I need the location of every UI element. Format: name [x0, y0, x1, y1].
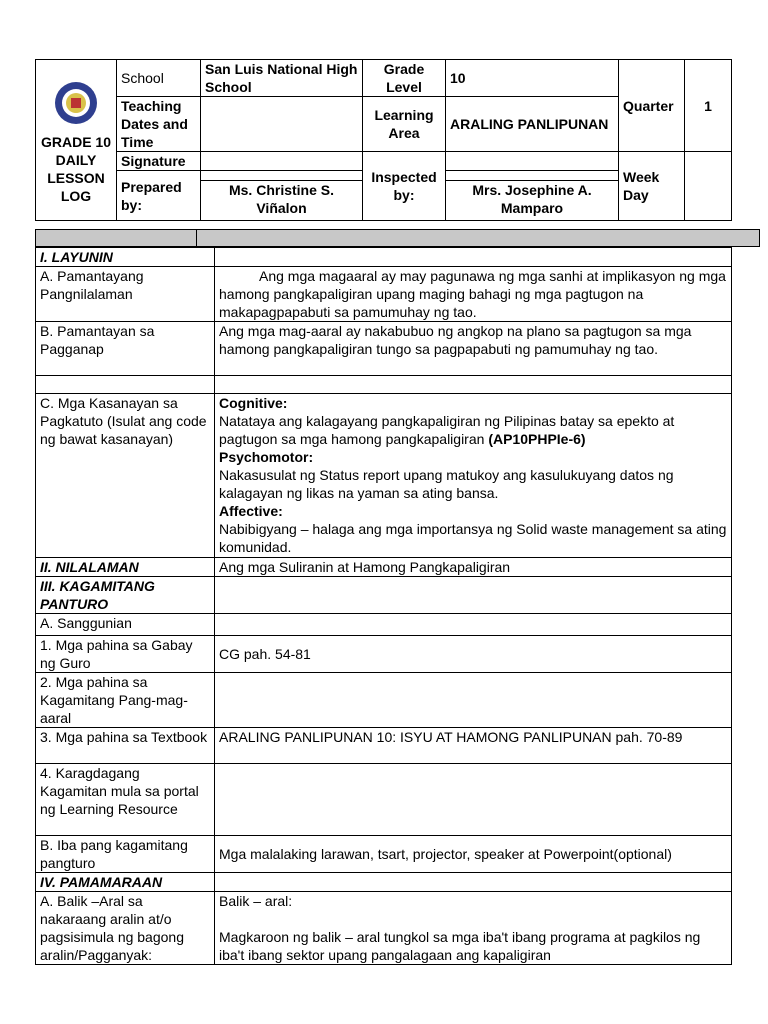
psychomotor-text: Nakasusulat ng Status report upang matukoy ang kasulukuyang datos ng kalagayan ng likas na yaman sa ating bansa. — [219, 467, 674, 501]
pagganap-label: B. Pamantayan sa Pagganap — [36, 322, 215, 376]
pamamaraan-label: IV. PAMAMARAAN — [36, 873, 215, 892]
kagamitan-label: III. KAGAMITANG PANTURO — [36, 577, 215, 614]
pagganap-text: Ang mga mag-aaral ay nakabubuo ng angkop na plano sa pagtugon sa mga hamong pangkapaligiran tungo sa pagpapabuti ng pamumuhay ng tao. — [215, 322, 732, 376]
textbook-label: 3. Mga pahina sa Textbook — [36, 728, 215, 764]
affective-text: Nabibigyang – halaga ang mga importansya ng Solid waste management sa ating komunidad. — [219, 521, 727, 555]
signature-label: Signature — [117, 152, 201, 171]
grade-level-label: Grade Level — [363, 60, 446, 97]
pamamaraan-blank — [215, 873, 732, 892]
pamantayang-label: A. Pamantayang Pangnilalaman — [36, 267, 215, 322]
blank-row-left — [36, 376, 215, 394]
balik-label: A. Balik –Aral sa nakaraang aralin at/o pagsisimula ng bagong aralin/Pagganyak: — [36, 892, 215, 965]
nilalaman-label: II. NILALAMAN — [36, 558, 215, 577]
school-label: School — [117, 60, 201, 97]
teaching-dates-value — [201, 97, 363, 152]
header-table — [35, 59, 732, 221]
affective-label: Affective: — [219, 503, 283, 519]
inspected-signature — [446, 152, 619, 171]
lesson-table — [35, 247, 732, 965]
balik-text: Magkaroon ng balik – aral tungkol sa mga iba't ibang programa at pagkilos ng iba't ibang sektor upang pangalagaan ang kapaligiran — [219, 929, 701, 963]
prepared-value: Ms. Christine S. Viñalon — [201, 181, 363, 221]
gabay-text: CG pah. 54-81 — [215, 636, 732, 673]
week-day-label: Week Day — [619, 152, 685, 221]
textbook-text: ARALING PANLIPUNAN 10: ISYU AT HAMONG PANLIPUNAN pah. 70-89 — [215, 728, 732, 764]
karagdagang-blank — [215, 764, 732, 836]
sanggunian-blank — [215, 614, 732, 636]
pamantayang-text-cell — [215, 267, 732, 322]
sanggunian-label: A. Sanggunian — [36, 614, 215, 636]
inspected-label: Inspected by: — [363, 152, 446, 221]
grade-level-value: 10 — [446, 60, 619, 97]
quarter-value: 1 — [685, 60, 732, 152]
grade-block-text: GRADE 10 DAILY LESSON LOG — [40, 134, 112, 204]
layunin-heading: I. LAYUNIN — [36, 248, 215, 267]
iba-pang-label: B. Iba pang kagamitang pangturo — [36, 836, 215, 873]
balik-title: Balik – aral: — [219, 893, 293, 909]
kasanayan-label: C. Mga Kasanayan sa Pagkatuto (Isulat ang code ng bawat kasanayan) — [36, 394, 215, 558]
nilalaman-text: Ang mga Suliranin at Hamong Pangkapaligiran — [215, 558, 732, 577]
pang-mag-aaral-blank — [215, 673, 732, 728]
kagamitan-blank — [215, 577, 732, 614]
separator-bar — [35, 229, 760, 247]
inspected-value: Mrs. Josephine A. Mamparo — [446, 181, 619, 221]
cognitive-code: (AP10PHPIe-6) — [488, 431, 586, 447]
teaching-dates-label: Teaching Dates and Time — [117, 97, 201, 152]
grade-block — [36, 60, 117, 221]
psychomotor-label: Psychomotor: — [219, 449, 314, 465]
cognitive-text-wrap — [219, 412, 727, 448]
separator-right — [197, 230, 760, 247]
cognitive-text: Natataya ang kalagayang pangkapaligiran ng Pilipinas batay sa epekto at pagtugon sa mga hamong pangkapaligiran — [219, 413, 675, 447]
gabay-label: 1. Mga pahina sa Gabay ng Guro — [36, 636, 215, 673]
balik-cell — [215, 892, 732, 965]
separator-left — [36, 230, 197, 247]
pang-mag-aaral-label: 2. Mga pahina sa Kagamitang Pang-mag-aaral — [36, 673, 215, 728]
layunin-blank — [215, 248, 732, 267]
blank-row-right — [215, 376, 732, 394]
learning-area-value: ARALING PANLIPUNAN — [446, 97, 619, 152]
prepared-label: Prepared by: — [117, 171, 201, 221]
deped-seal-icon — [54, 81, 98, 125]
quarter-label: Quarter — [619, 60, 685, 152]
school-value: San Luis National High School — [201, 60, 363, 97]
prepared-signature — [201, 171, 363, 181]
karagdagang-label: 4. Karagdagang Kagamitan mula sa portal ng Learning Resource — [36, 764, 215, 836]
learning-area-label: Learning Area — [363, 97, 446, 152]
iba-pang-text: Mga malalaking larawan, tsart, projector, speaker at Powerpoint(optional) — [215, 836, 732, 873]
kasanayan-cell — [215, 394, 732, 558]
inspected-blank — [446, 171, 619, 181]
cognitive-label: Cognitive: — [219, 395, 288, 411]
week-day-value — [685, 152, 732, 221]
signature-value — [201, 152, 363, 171]
pamantayang-text: Ang mga magaaral ay may pagunawa ng mga sanhi at implikasyon ng mga hamong pangkapaligiran upang maging bahagi ng mga pagtugon na makapagpapabuti sa pamumuhay ng tao. — [219, 268, 726, 320]
